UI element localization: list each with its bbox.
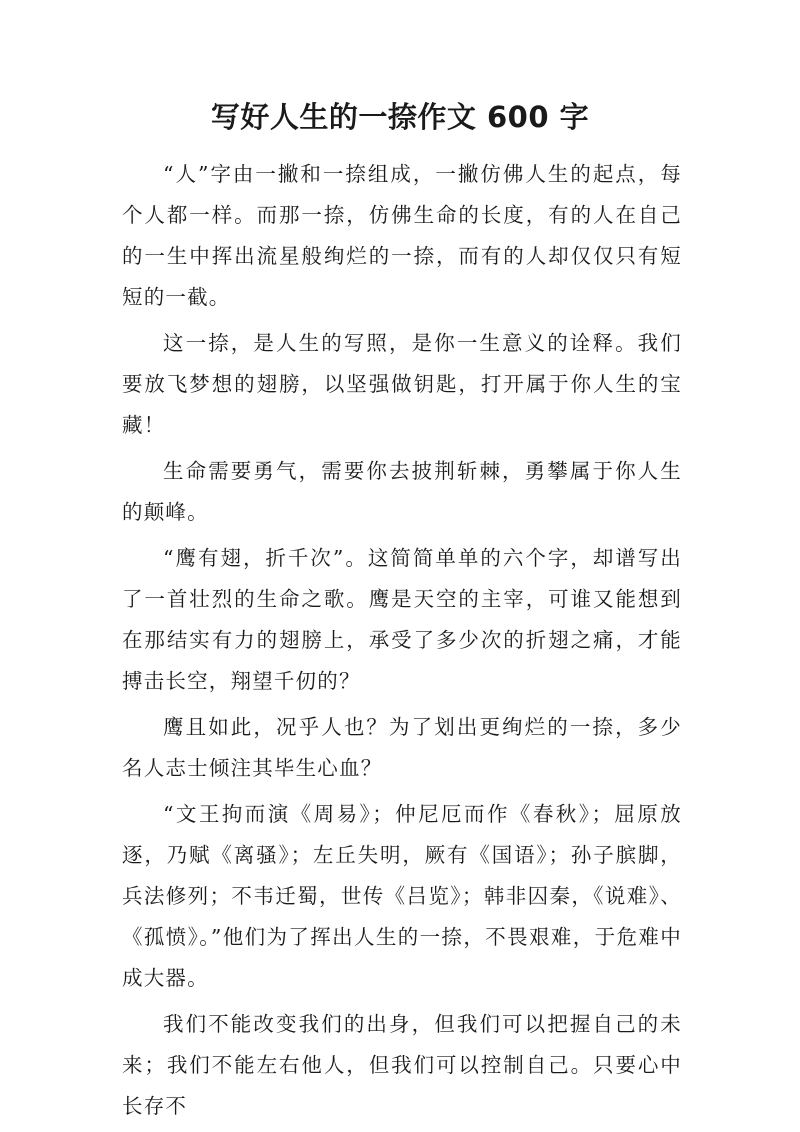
essay-body	[122, 154, 682, 1132]
paragraph-1: “人”字由一撇和一捺组成，一撇仿佛人生的起点，每个人都一样。而那一捺，仿佛生命的长度，有的人在自己的一生中挥出流星般绚烂的一捺，而有的人却仅仅只有短短的一截。	[122, 162, 682, 309]
paragraph-2: 这一捺，是人生的写照，是你一生意义的诠释。我们要放飞梦想的翅膀，以坚强做钥匙，打开属于你人生的宝藏！	[122, 331, 682, 437]
paragraph-6: “文王拘而演《周易》；仲尼厄而作《春秋》；屈原放逐，乃赋《离骚》；左丘失明，厥有《国语》；孙子膑脚，兵法修列；不韦迁蜀，世传《吕览》；韩非囚秦，《说难》、《孤愤》。”他们为了挥出人生的一捺，不畏艰难，于危难中成大器。	[122, 802, 682, 990]
document-title: 写好人生的一捺作文 600 字	[210, 100, 590, 134]
paragraph-7: 我们不能改变我们的出身，但我们可以把握自己的未来；我们不能左右他人，但我们可以控制自己。只要心中长存不	[122, 1012, 682, 1118]
paragraph-3: 生命需要勇气，需要你去披荆斩棘，勇攀属于你人生的颠峰。	[122, 459, 682, 524]
paragraph-5: 鹰且如此，况乎人也？为了划出更绚烂的一捺，多少名人志士倾注其毕生心血？	[122, 715, 682, 780]
paragraph-4: “鹰有翅，折千次”。这简简单单的六个字，却谱写出了一首壮烈的生命之歌。鹰是天空的主宰，可谁又能想到在那结实有力的翅膀上，承受了多少次的折翅之痛，才能搏击长空，翔望千仞的？	[122, 546, 682, 693]
